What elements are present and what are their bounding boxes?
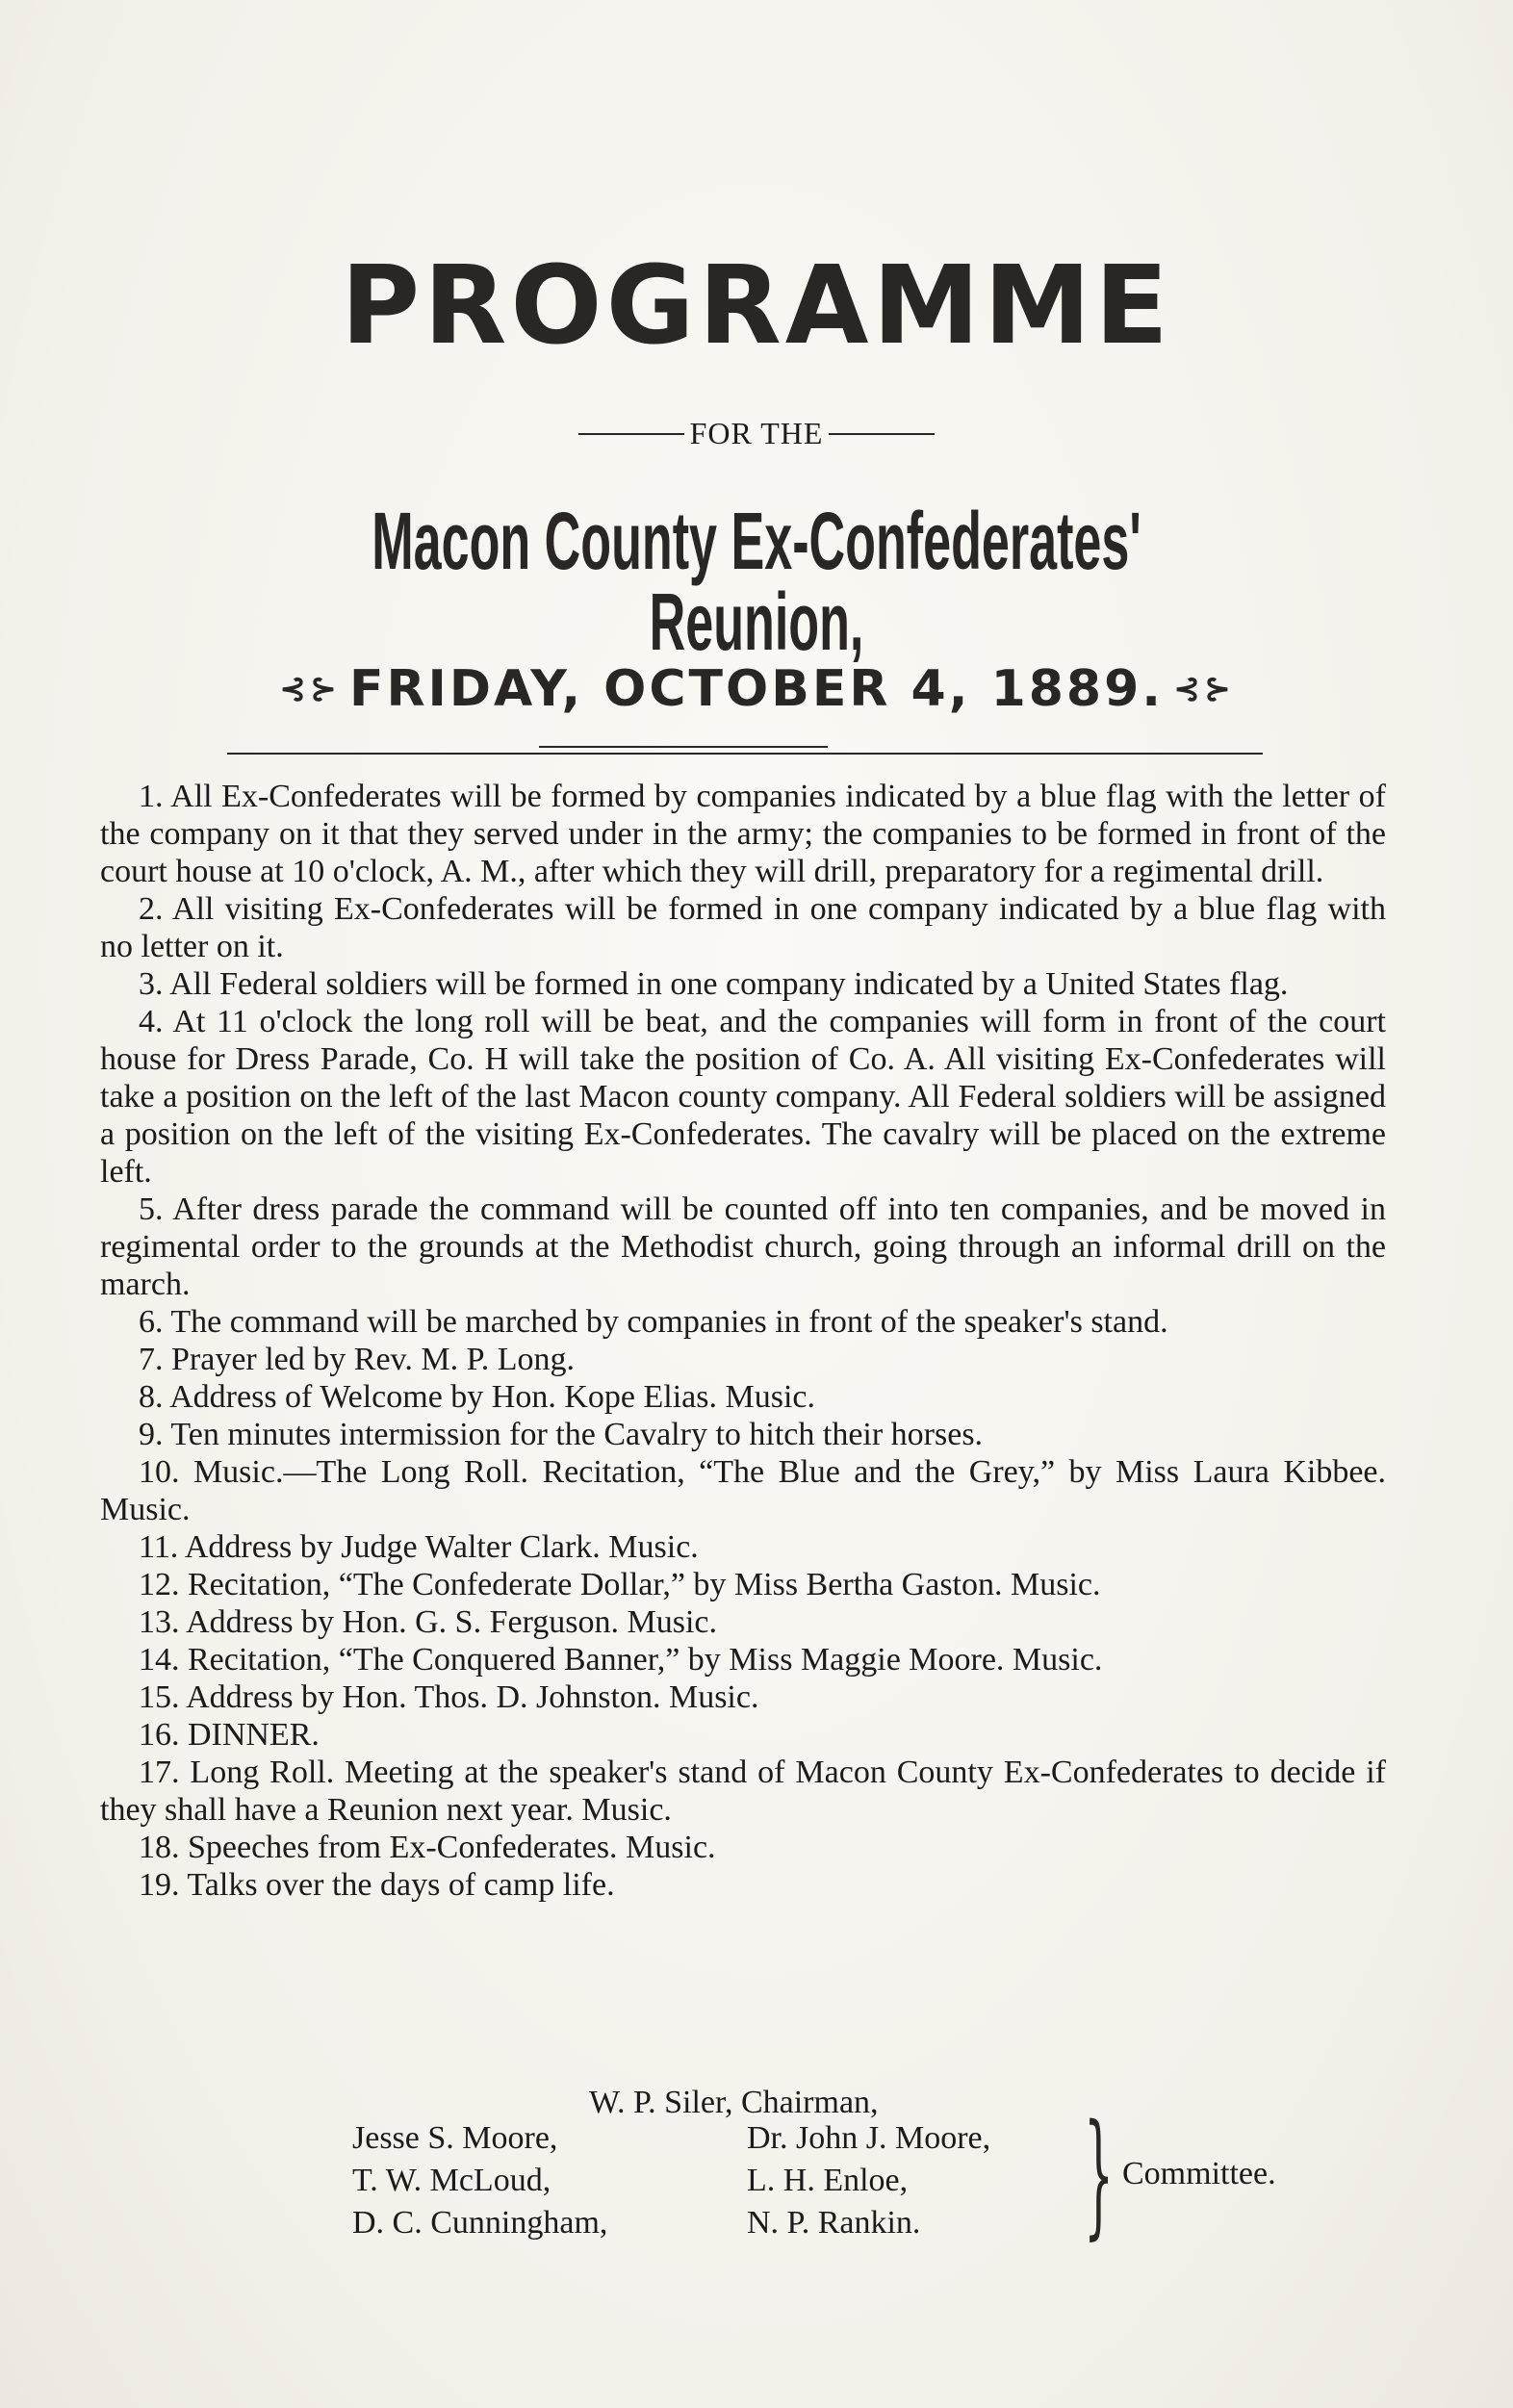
for-the-line	[0, 416, 1513, 451]
programme-item-2: 2. All visiting Ex-Confederates will be formed in one company indicated by a blue flag with no letter on it.	[100, 891, 1386, 964]
programme-title: PROGRAMME	[341, 243, 1172, 369]
programme-item-13: 13. Address by Hon. G. S. Ferguson. Music.	[139, 1604, 718, 1640]
short-divider-rule	[539, 746, 828, 748]
programme-item-18: 18. Speeches from Ex-Confederates. Music.	[139, 1830, 716, 1865]
committee-left-column	[352, 2117, 607, 2244]
programme-item-17: 17. Long Roll. Meeting at the speaker's stand of Macon County Ex-Confederates to decide if they shall have a Reunion next year. Music.	[100, 1755, 1386, 1828]
committee-right-column	[747, 2117, 990, 2244]
for-the-text: FOR THE	[689, 416, 824, 450]
programme-item-5: 5. After dress parade the command will be counted off into ten companies, and be moved in regimental order to the grounds at the Methodist church, going through an informal drill on the march.	[100, 1191, 1386, 1302]
programme-item-12: 12. Recitation, “The Confederate Dollar,” by Miss Bertha Gaston. Music.	[139, 1567, 1101, 1602]
committee-member: L. H. Enloe,	[747, 2163, 909, 2198]
right-ornament-icon: ⊰⊱	[1173, 670, 1235, 708]
right-dash-rule	[829, 433, 935, 435]
programme-item-7: 7. Prayer led by Rev. M. P. Long.	[139, 1342, 575, 1377]
left-dash-rule	[578, 433, 684, 435]
committee-member: Jesse S. Moore,	[352, 2120, 558, 2156]
programme-item-11: 11. Address by Judge Walter Clark. Music.	[139, 1529, 699, 1565]
committee-member: D. C. Cunningham,	[352, 2205, 608, 2241]
programme-item-19: 19. Talks over the days of camp life.	[139, 1867, 615, 1903]
programme-item-8: 8. Address of Welcome by Hon. Kope Elias. Music.	[139, 1379, 815, 1415]
committee-brace-icon: }	[1084, 2096, 1115, 2253]
reunion-subtitle: Macon County Ex-Confederates' Reunion,	[372, 496, 1141, 667]
divider-rule	[227, 753, 1263, 755]
programme-item-15: 15. Address by Hon. Thos. D. Johnston. Music.	[139, 1679, 759, 1715]
committee-member: N. P. Rankin.	[747, 2205, 921, 2241]
chairman-signature: W. P. Siler, Chairman,	[589, 2085, 879, 2120]
event-date: FRIDAY, OCTOBER 4, 1889.	[348, 660, 1165, 718]
programme-item-10: 10. Music.—The Long Roll. Recitation, “The Blue and the Grey,” by Miss Laura Kibbee. Music.	[100, 1454, 1386, 1527]
programme-item-4: 4. At 11 o'clock the long roll will be beat, and the companies will form in front of the court house for Dress Parade, Co. H will take the position of Co. A. All visiting Ex-Confederates will take a position on the left of the last Macon county company. All Federal soldiers will be assigned a position on the left of the visiting Ex-Confederates. The cavalry will be placed on the extreme left.	[100, 1004, 1386, 1190]
programme-items	[100, 778, 1386, 1904]
committee-label: Committee.	[1122, 2156, 1276, 2191]
programme-item-3: 3. All Federal soldiers will be formed in one company indicated by a United States flag.	[139, 966, 1289, 1002]
programme-item-9: 9. Ten minutes intermission for the Cavalry to hitch their horses.	[139, 1417, 984, 1452]
date-line	[0, 660, 1513, 718]
committee-member: T. W. McLoud,	[352, 2163, 551, 2198]
left-ornament-icon: ⊰⊱	[278, 670, 340, 708]
committee-member: Dr. John J. Moore,	[747, 2120, 991, 2156]
programme-item-16: 16. DINNER.	[139, 1717, 320, 1753]
programme-item-1: 1. All Ex-Confederates will be formed by companies indicated by a blue flag with the letter of the company on it that they served under in the army; the companies to be formed in front of the court house at 10 o'clock, A. M., after which they will drill, preparatory for a regimental drill.	[100, 779, 1386, 889]
programme-item-6: 6. The command will be marched by companies in front of the speaker's stand.	[139, 1304, 1168, 1340]
programme-item-14: 14. Recitation, “The Conquered Banner,” by Miss Maggie Moore. Music.	[139, 1642, 1103, 1678]
